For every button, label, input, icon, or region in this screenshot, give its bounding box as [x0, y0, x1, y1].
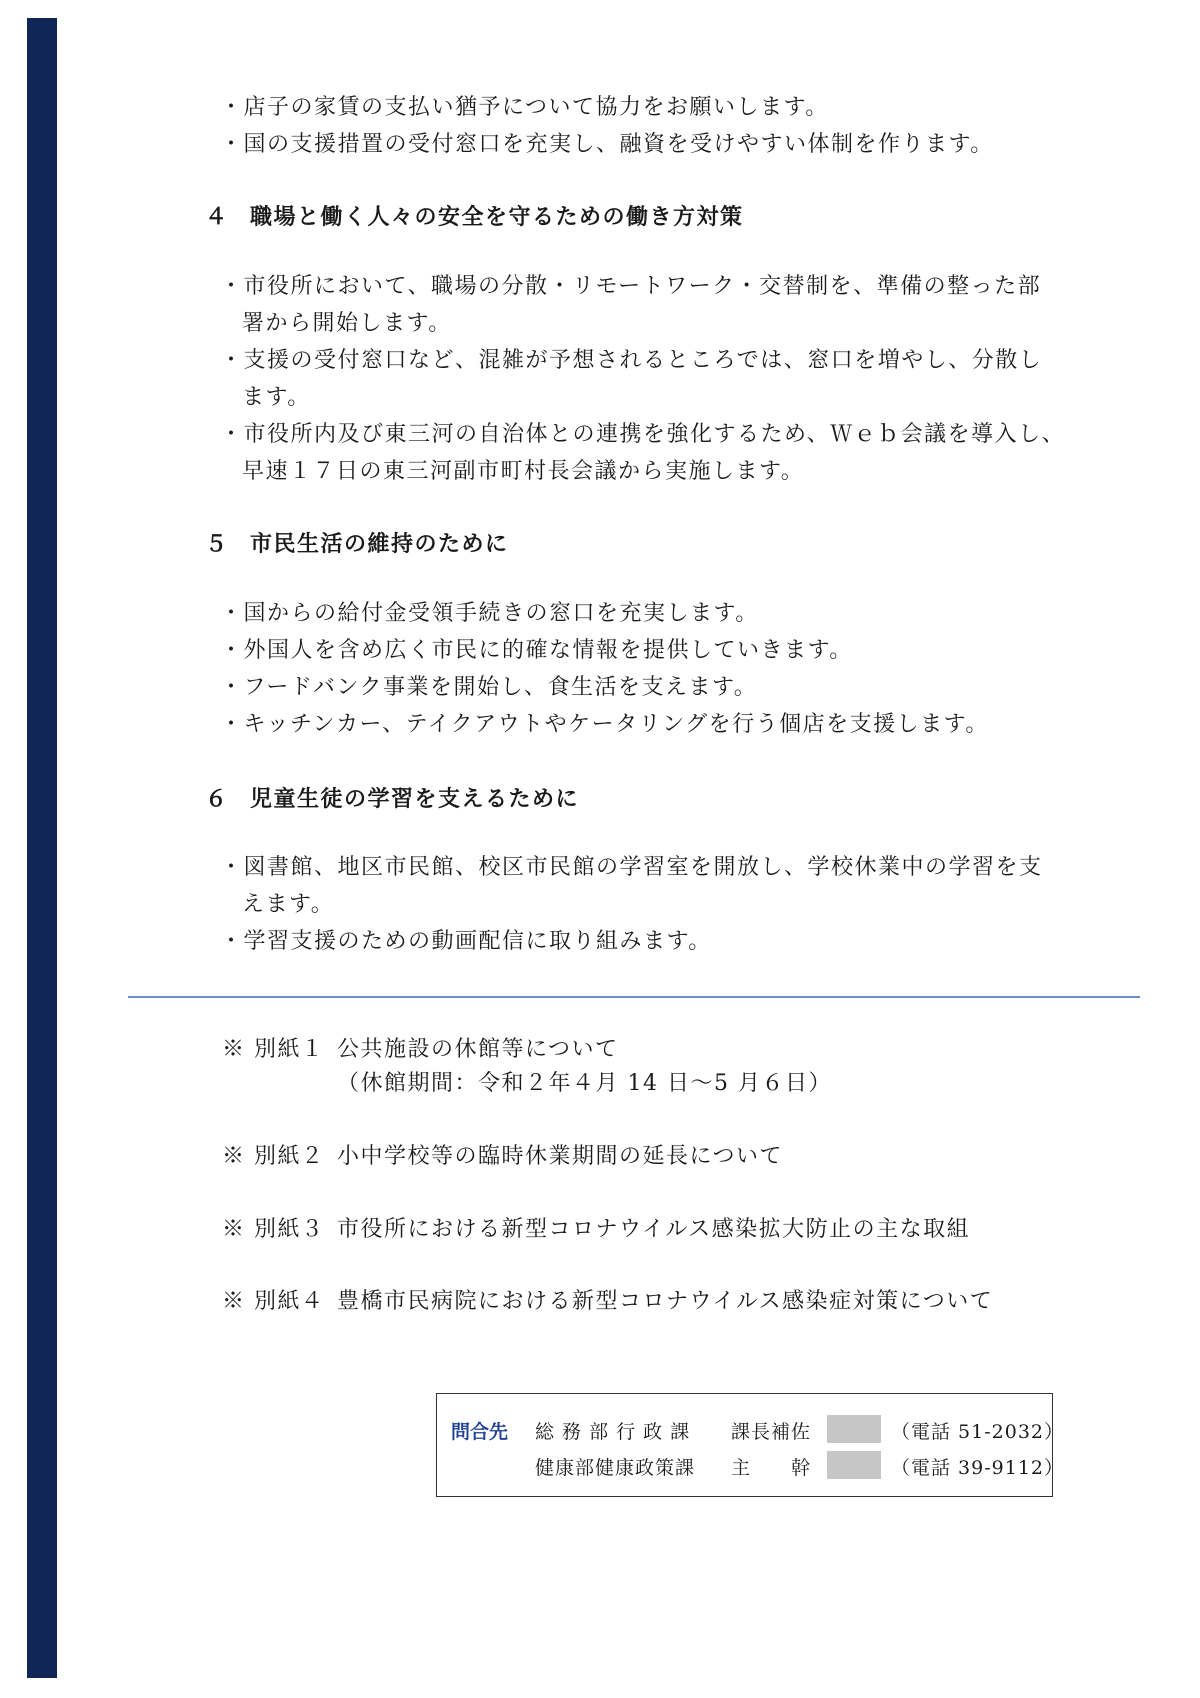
- list-item: ・国の支援措置の受付窓口を充実し、融資を受けやすい体制を作ります。: [220, 132, 994, 157]
- attachment-title: 小中学校等の臨時休業期間の延長について: [337, 1144, 784, 1169]
- attachment-item: [222, 1213, 970, 1247]
- section-number: ４: [205, 205, 229, 230]
- section-title: 職場と働く人々の安全を守るための働き方対策: [250, 205, 744, 230]
- attachment-mark: ※ 別紙２: [222, 1144, 325, 1169]
- attachment-title: 公共施設の休館等について: [337, 1037, 619, 1062]
- section-heading: [205, 782, 579, 813]
- contact-phone: （電話 51-2032）: [891, 1421, 1064, 1443]
- list-item: ・学習支援のための動画配信に取り組みます。: [220, 929, 712, 954]
- list-item: ・支援の受付窓口など、混雑が予想されるところでは、窓口を増やし、分散し ます。: [220, 348, 1043, 410]
- list-item: ・市役所において、職場の分散・リモートワーク・交替制を、準備の整った部 署から開始します。: [220, 274, 1042, 336]
- attachment-title: 豊橋市民病院における新型コロナウイルス感染症対策について: [337, 1289, 994, 1314]
- contact-label: 問合先: [451, 1421, 509, 1443]
- list-item: ・図書館、地区市民館、校区市民館の学習室を開放し、学校休業中の学習を支 えます。: [220, 855, 1043, 917]
- divider-line: [128, 996, 1140, 998]
- list-item: ・キッチンカー、テイクアウトやケータリングを行う個店を支援します。: [220, 712, 989, 737]
- section-6-list: [220, 849, 1100, 960]
- section-number: ５: [205, 532, 229, 557]
- contact-department: 健康部健康政策課: [535, 1457, 696, 1479]
- section-heading: [205, 527, 509, 558]
- side-accent-bar: [27, 18, 57, 1678]
- redacted-name: [827, 1451, 881, 1479]
- contact-box: [436, 1393, 1064, 1497]
- attachment-subtitle: （休館期間：令和２年４月 14 日～5 月６日）: [337, 1071, 832, 1096]
- attachment-title: 市役所における新型コロナウイルス感染拡大防止の主な取組: [337, 1217, 971, 1242]
- attachment-mark: ※ 別紙１: [222, 1037, 325, 1062]
- section-title: 市民生活の維持のために: [250, 532, 509, 557]
- redacted-name: [827, 1415, 881, 1443]
- list-item: ・フードバンク事業を開始し、食生活を支えます。: [220, 675, 758, 700]
- attachment-mark: ※ 別紙３: [222, 1217, 325, 1242]
- list-item: ・店子の家賃の支払い猶予について協力をお願いします。: [220, 95, 829, 120]
- attachment-item: [222, 1285, 993, 1319]
- contact-phone: （電話 39-9112）: [891, 1457, 1064, 1479]
- attachment-item: [222, 1033, 832, 1101]
- section-heading: [205, 200, 744, 231]
- attachment-item: [222, 1140, 783, 1174]
- section-number: ６: [205, 787, 229, 812]
- list-item: ・外国人を含め広く市民に的確な情報を提供していきます。: [220, 638, 853, 663]
- section-4-list: [220, 268, 1100, 490]
- contact-title: 主 幹: [731, 1457, 812, 1479]
- contact-department: 総 務 部 行 政 課: [535, 1421, 691, 1443]
- list-item: ・市役所内及び東三河の自治体との連携を強化するため、Ｗｅｂ会議を導入し、 早速１７日の東三河副市町村長会議から実施します。: [220, 422, 1066, 484]
- section-5-list: [220, 595, 1100, 743]
- list-item: ・国からの給付金受領手続きの窓口を充実します。: [220, 601, 759, 626]
- contact-title: 課長補佐: [731, 1421, 812, 1443]
- section-title: 児童生徒の学習を支えるために: [250, 787, 580, 812]
- top-bullet-list: [220, 89, 1100, 163]
- attachment-mark: ※ 別紙４: [222, 1289, 325, 1314]
